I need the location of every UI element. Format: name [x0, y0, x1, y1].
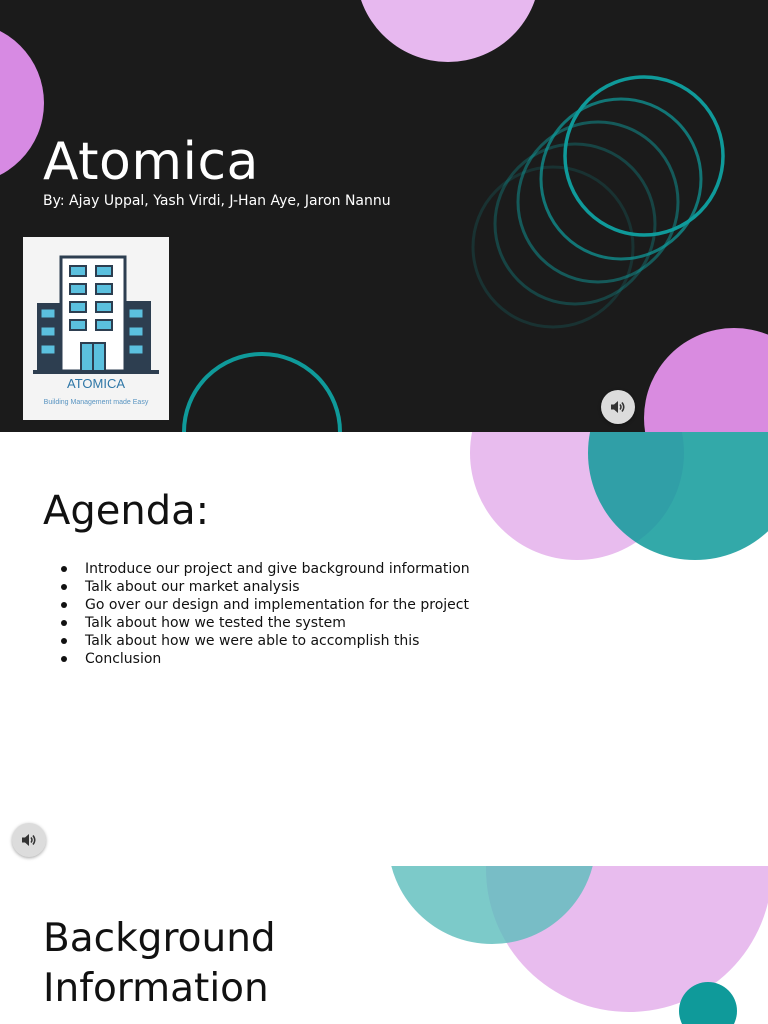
presentation-title: Atomica: [43, 132, 259, 192]
list-item: Talk about our market analysis: [85, 578, 470, 596]
title-slide: [0, 0, 768, 432]
title-line-1: Background: [43, 916, 276, 961]
agenda-title: Agenda:: [43, 488, 210, 534]
building-icon: [33, 253, 159, 375]
decor-teal-ring-bottom: [182, 352, 342, 432]
title-line-2: Information: [43, 966, 269, 1011]
speaker-icon: [610, 400, 626, 414]
audio-play-button[interactable]: [601, 390, 635, 424]
logo-wordmark: ATOMICA: [66, 376, 126, 391]
logo-tagline: Building Management made Easy: [43, 399, 149, 406]
background-info-slide: [0, 866, 768, 1024]
list-item: Introduce our project and give background information: [85, 561, 470, 577]
decor-pink-circle-top: [356, 0, 540, 62]
list-item: Conclusion: [85, 650, 470, 668]
list-item: Go over our design and implementation for the project: [85, 597, 469, 613]
list-item: Talk about how we tested the system: [85, 614, 470, 632]
decor-pink-circle-left: [0, 22, 44, 184]
audio-play-button[interactable]: [12, 823, 46, 857]
slide-title: [43, 914, 276, 1014]
agenda-slide: [0, 432, 768, 864]
atomica-logo: [23, 237, 169, 420]
speaker-icon: [21, 833, 37, 847]
agenda-list: [85, 560, 470, 668]
decor-teal-rings: [460, 60, 740, 350]
list-item: Talk about how we were able to accomplish this: [85, 632, 470, 650]
authors-line: By: Ajay Uppal, Yash Virdi, J-Han Aye, Jaron Nannu: [43, 193, 391, 209]
